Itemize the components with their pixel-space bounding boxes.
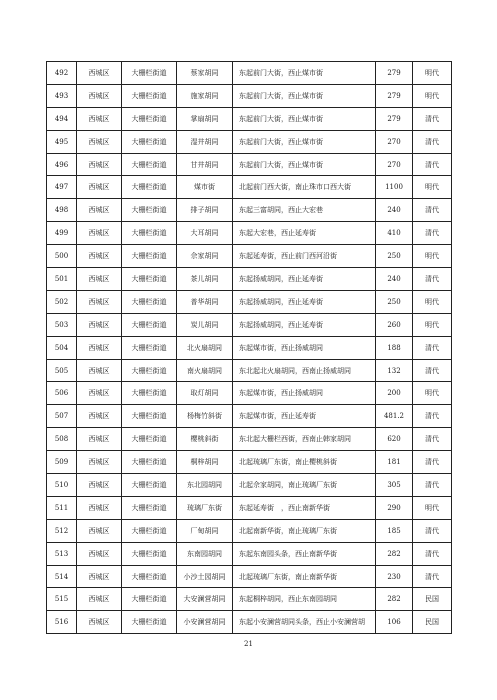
- cell-length: 270: [376, 130, 413, 153]
- cell-number: 501: [47, 268, 77, 291]
- cell-route: 东起三富胡同，西止大宏巷: [233, 199, 376, 222]
- cell-street: 大栅栏街道: [122, 153, 177, 176]
- cell-era: 明代: [413, 176, 452, 199]
- cell-district: 西城区: [77, 496, 122, 519]
- cell-hutong-name: 煤市街: [177, 176, 233, 199]
- cell-number: 507: [47, 405, 77, 428]
- cell-hutong-name: 普华胡同: [177, 290, 233, 313]
- cell-hutong-name: 大安澜营胡同: [177, 588, 233, 611]
- table-row: [47, 222, 452, 245]
- cell-length: 230: [376, 565, 413, 588]
- cell-era: 明代: [413, 62, 452, 85]
- cell-route: 东起前门大街，西止煤市街: [233, 84, 376, 107]
- table-row: [47, 542, 452, 565]
- cell-number: 515: [47, 588, 77, 611]
- cell-route: 北起南新华街，南止琉璃厂东街: [233, 519, 376, 542]
- cell-route: 东起前门大街，西止煤市街: [233, 153, 376, 176]
- cell-era: 清代: [413, 405, 452, 428]
- cell-district: 西城区: [77, 588, 122, 611]
- cell-length: 620: [376, 428, 413, 451]
- cell-street: 大栅栏街道: [122, 611, 177, 634]
- table-row: [47, 405, 452, 428]
- cell-era: 明代: [413, 382, 452, 405]
- cell-number: 499: [47, 222, 77, 245]
- cell-street: 大栅栏街道: [122, 451, 177, 474]
- hutong-table: [46, 61, 452, 634]
- cell-number: 516: [47, 611, 77, 634]
- cell-street: 大栅栏街道: [122, 474, 177, 497]
- cell-number: 500: [47, 245, 77, 268]
- cell-era: 清代: [413, 519, 452, 542]
- cell-route: 东起小安澜营胡同头条，西止小安澜营胡: [233, 611, 376, 634]
- cell-length: 305: [376, 474, 413, 497]
- page-number: 21: [244, 640, 253, 648]
- cell-hutong-name: 排子胡同: [177, 199, 233, 222]
- cell-length: 250: [376, 245, 413, 268]
- cell-era: 清代: [413, 451, 452, 474]
- cell-route: 北起前门西大街，南止珠市口西大街: [233, 176, 376, 199]
- cell-hutong-name: 大耳胡同: [177, 222, 233, 245]
- table-row: [47, 474, 452, 497]
- cell-length: 185: [376, 519, 413, 542]
- table-row: [47, 245, 452, 268]
- cell-number: 502: [47, 290, 77, 313]
- table-row: [47, 268, 452, 291]
- cell-hutong-name: 湿井胡同: [177, 130, 233, 153]
- cell-era: 明代: [413, 313, 452, 336]
- cell-length: 279: [376, 107, 413, 130]
- cell-district: 西城区: [77, 130, 122, 153]
- cell-route: 东起煤市街，西止扬威胡同: [233, 382, 376, 405]
- cell-route: 北起琉璃厂东街，南止樱桃斜街: [233, 451, 376, 474]
- cell-length: 282: [376, 588, 413, 611]
- cell-number: 504: [47, 336, 77, 359]
- table-row: [47, 611, 452, 634]
- cell-district: 西城区: [77, 542, 122, 565]
- cell-number: 510: [47, 474, 77, 497]
- cell-route: 东起扬威胡同，西止延寿街: [233, 290, 376, 313]
- cell-length: 410: [376, 222, 413, 245]
- table-row: [47, 62, 452, 85]
- cell-district: 西城区: [77, 359, 122, 382]
- cell-era: 清代: [413, 222, 452, 245]
- cell-route: 东起煤市街，西止延寿街: [233, 405, 376, 428]
- cell-district: 西城区: [77, 519, 122, 542]
- cell-number: 492: [47, 62, 77, 85]
- cell-street: 大栅栏街道: [122, 268, 177, 291]
- cell-number: 495: [47, 130, 77, 153]
- cell-route: 北起佘家胡同，南止琉璃厂东街: [233, 474, 376, 497]
- table-row: [47, 565, 452, 588]
- table-row: [47, 199, 452, 222]
- cell-district: 西城区: [77, 474, 122, 497]
- table-row: [47, 176, 452, 199]
- cell-hutong-name: 厂甸胡同: [177, 519, 233, 542]
- table-row: [47, 336, 452, 359]
- cell-route: 东起延寿街，西止前门西河沿街: [233, 245, 376, 268]
- cell-length: 1100: [376, 176, 413, 199]
- cell-district: 西城区: [77, 199, 122, 222]
- cell-street: 大栅栏街道: [122, 290, 177, 313]
- cell-length: 290: [376, 496, 413, 519]
- cell-number: 496: [47, 153, 77, 176]
- table-row: [47, 588, 452, 611]
- cell-length: 270: [376, 153, 413, 176]
- cell-route: 东起大宏巷，西止延寿街: [233, 222, 376, 245]
- cell-number: 512: [47, 519, 77, 542]
- cell-district: 西城区: [77, 176, 122, 199]
- cell-number: 508: [47, 428, 77, 451]
- cell-street: 大栅栏街道: [122, 359, 177, 382]
- table-row: [47, 290, 452, 313]
- table-row: [47, 451, 452, 474]
- cell-hutong-name: 茶儿胡同: [177, 268, 233, 291]
- table-row: [47, 107, 452, 130]
- cell-route: 东起前门大街，西止煤市街: [233, 62, 376, 85]
- cell-district: 西城区: [77, 405, 122, 428]
- cell-district: 西城区: [77, 428, 122, 451]
- cell-hutong-name: 佘家胡同: [177, 245, 233, 268]
- cell-route: 东起扬威胡同，西止延寿街: [233, 313, 376, 336]
- cell-number: 498: [47, 199, 77, 222]
- cell-number: 506: [47, 382, 77, 405]
- cell-era: 清代: [413, 199, 452, 222]
- cell-era: 清代: [413, 107, 452, 130]
- table-row: [47, 359, 452, 382]
- cell-length: 188: [376, 336, 413, 359]
- cell-hutong-name: 取灯胡同: [177, 382, 233, 405]
- cell-number: 493: [47, 84, 77, 107]
- cell-route: 东起延寿街 ，西止南新华街: [233, 496, 376, 519]
- cell-hutong-name: 桐梓胡同: [177, 451, 233, 474]
- cell-district: 西城区: [77, 84, 122, 107]
- cell-length: 279: [376, 62, 413, 85]
- cell-era: 清代: [413, 359, 452, 382]
- table-row: [47, 130, 452, 153]
- cell-number: 509: [47, 451, 77, 474]
- cell-district: 西城区: [77, 382, 122, 405]
- cell-era: 清代: [413, 428, 452, 451]
- cell-district: 西城区: [77, 565, 122, 588]
- cell-number: 494: [47, 107, 77, 130]
- cell-street: 大栅栏街道: [122, 199, 177, 222]
- cell-length: 200: [376, 382, 413, 405]
- cell-hutong-name: 甘井胡同: [177, 153, 233, 176]
- cell-street: 大栅栏街道: [122, 107, 177, 130]
- cell-route: 东起桐梓胡同，西止东南园胡同: [233, 588, 376, 611]
- cell-street: 大栅栏街道: [122, 588, 177, 611]
- cell-district: 西城区: [77, 290, 122, 313]
- cell-number: 497: [47, 176, 77, 199]
- cell-district: 西城区: [77, 245, 122, 268]
- cell-street: 大栅栏街道: [122, 382, 177, 405]
- table-row: [47, 153, 452, 176]
- cell-era: 清代: [413, 474, 452, 497]
- cell-route: 东起煤市街，西止扬威胡同: [233, 336, 376, 359]
- cell-street: 大栅栏街道: [122, 245, 177, 268]
- cell-number: 513: [47, 542, 77, 565]
- cell-district: 西城区: [77, 107, 122, 130]
- cell-era: 民国: [413, 611, 452, 634]
- table-row: [47, 84, 452, 107]
- cell-district: 西城区: [77, 153, 122, 176]
- cell-street: 大栅栏街道: [122, 84, 177, 107]
- cell-hutong-name: 东北园胡同: [177, 474, 233, 497]
- cell-era: 民国: [413, 588, 452, 611]
- table-row: [47, 428, 452, 451]
- table-row: [47, 519, 452, 542]
- cell-era: 清代: [413, 268, 452, 291]
- cell-era: 清代: [413, 565, 452, 588]
- cell-district: 西城区: [77, 451, 122, 474]
- cell-hutong-name: 炭儿胡同: [177, 313, 233, 336]
- cell-length: 106: [376, 611, 413, 634]
- cell-district: 西城区: [77, 268, 122, 291]
- cell-route: 东北起北火扇胡同，西南止扬威胡同: [233, 359, 376, 382]
- cell-street: 大栅栏街道: [122, 428, 177, 451]
- cell-route: 东起扬威胡同，西止延寿街: [233, 268, 376, 291]
- cell-route: 东北起大栅栏西街，西南止韩家胡同: [233, 428, 376, 451]
- cell-district: 西城区: [77, 222, 122, 245]
- cell-hutong-name: 小安澜营胡同: [177, 611, 233, 634]
- cell-era: 明代: [413, 496, 452, 519]
- cell-hutong-name: 樱桃斜街: [177, 428, 233, 451]
- cell-street: 大栅栏街道: [122, 519, 177, 542]
- table-row: [47, 382, 452, 405]
- cell-route: 北起琉璃厂东街，南止南新华街: [233, 565, 376, 588]
- cell-era: 明代: [413, 245, 452, 268]
- cell-era: 清代: [413, 153, 452, 176]
- cell-street: 大栅栏街道: [122, 542, 177, 565]
- cell-street: 大栅栏街道: [122, 565, 177, 588]
- cell-length: 481.2: [376, 405, 413, 428]
- cell-street: 大栅栏街道: [122, 496, 177, 519]
- cell-hutong-name: 施家胡同: [177, 84, 233, 107]
- table-row: [47, 496, 452, 519]
- cell-street: 大栅栏街道: [122, 405, 177, 428]
- cell-number: 505: [47, 359, 77, 382]
- cell-era: 明代: [413, 290, 452, 313]
- cell-length: 282: [376, 542, 413, 565]
- cell-district: 西城区: [77, 313, 122, 336]
- cell-hutong-name: 南火扇胡同: [177, 359, 233, 382]
- cell-hutong-name: 杨梅竹斜街: [177, 405, 233, 428]
- cell-number: 503: [47, 313, 77, 336]
- cell-street: 大栅栏街道: [122, 336, 177, 359]
- cell-street: 大栅栏街道: [122, 130, 177, 153]
- cell-length: 240: [376, 199, 413, 222]
- cell-length: 260: [376, 313, 413, 336]
- cell-hutong-name: 北火扇胡同: [177, 336, 233, 359]
- cell-street: 大栅栏街道: [122, 222, 177, 245]
- cell-number: 511: [47, 496, 77, 519]
- cell-era: 清代: [413, 542, 452, 565]
- cell-length: 181: [376, 451, 413, 474]
- cell-era: 清代: [413, 130, 452, 153]
- cell-hutong-name: 蔡家胡同: [177, 62, 233, 85]
- table-body: [47, 62, 452, 634]
- cell-street: 大栅栏街道: [122, 62, 177, 85]
- cell-street: 大栅栏街道: [122, 176, 177, 199]
- cell-route: 东起东南园头条，西止南新华街: [233, 542, 376, 565]
- cell-number: 514: [47, 565, 77, 588]
- cell-era: 清代: [413, 336, 452, 359]
- cell-district: 西城区: [77, 611, 122, 634]
- cell-route: 东起前门大街，西止煤市街: [233, 130, 376, 153]
- cell-hutong-name: 琉璃厂东街: [177, 496, 233, 519]
- cell-hutong-name: 东南园胡同: [177, 542, 233, 565]
- cell-district: 西城区: [77, 62, 122, 85]
- cell-route: 东起前门大街，西止煤市街: [233, 107, 376, 130]
- cell-length: 279: [376, 84, 413, 107]
- cell-length: 132: [376, 359, 413, 382]
- cell-street: 大栅栏街道: [122, 313, 177, 336]
- cell-length: 250: [376, 290, 413, 313]
- cell-district: 西城区: [77, 336, 122, 359]
- cell-length: 240: [376, 268, 413, 291]
- cell-hutong-name: 掌扇胡同: [177, 107, 233, 130]
- cell-hutong-name: 小沙土园胡同: [177, 565, 233, 588]
- table-row: [47, 313, 452, 336]
- cell-era: 明代: [413, 84, 452, 107]
